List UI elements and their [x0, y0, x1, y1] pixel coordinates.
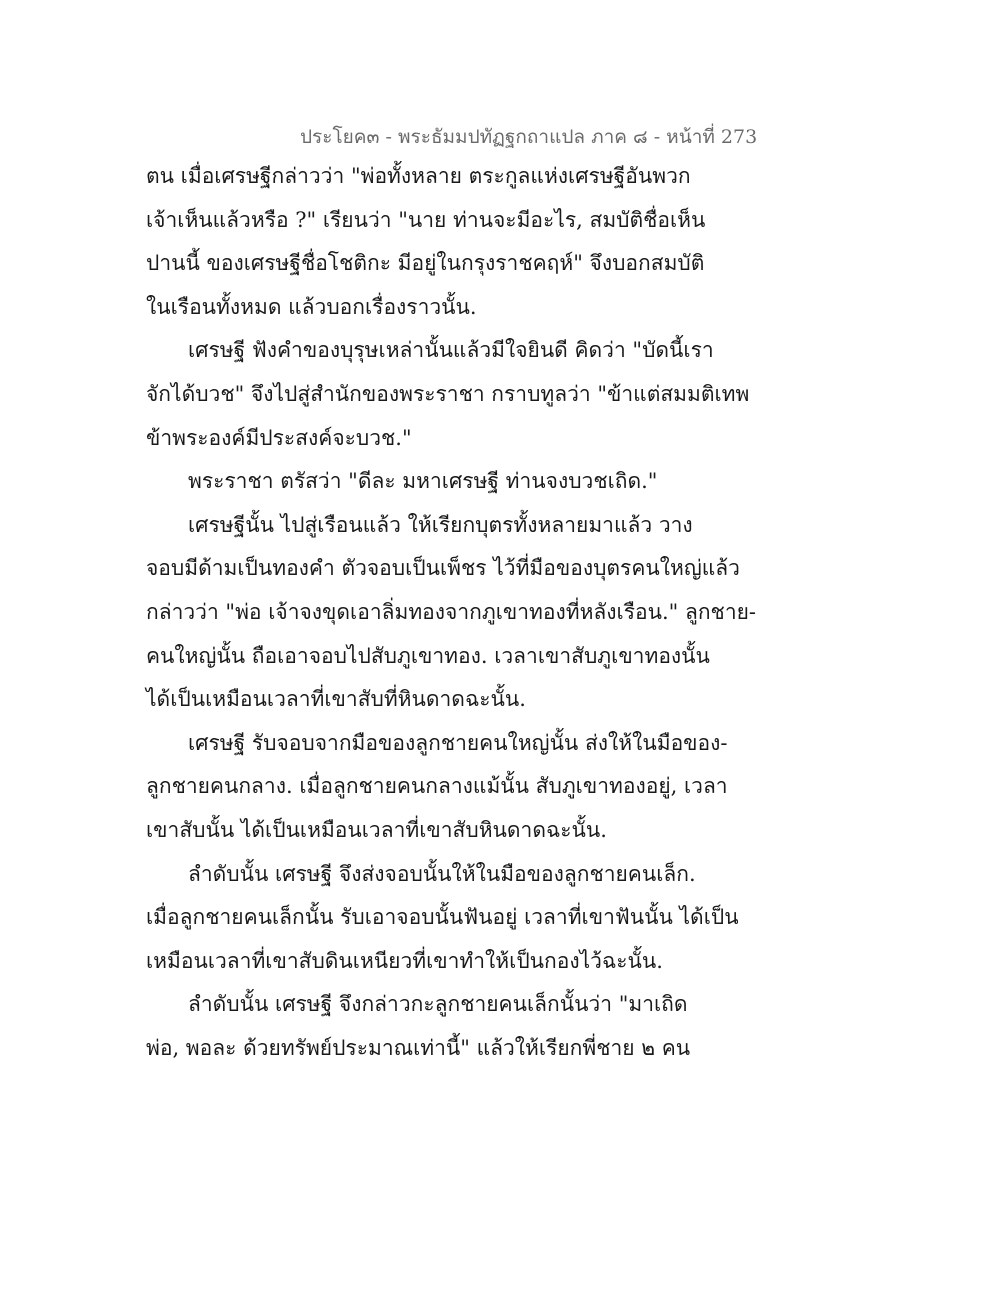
text-line: เขาสับนั้น ได้เป็นเหมือนเวลาที่เขาสับหินดาดฉะนั้น.: [146, 817, 607, 842]
paragraph-first-line: ลำดับนั้น เศรษฐี จึงกล่าวกะลูกชายคนเล็กนั้นว่า "มาเถิด: [188, 992, 688, 1017]
text-line: ได้เป็นเหมือนเวลาที่เขาสับที่หินดาดฉะนั้น.: [146, 687, 526, 712]
text-line: ตน เมื่อเศรษฐีกล่าวว่า "พ่อทั้งหลาย ตระกูลแห่งเศรษฐีอันพวก: [146, 164, 691, 188]
text-line: ข้าพระองค์มีประสงค์จะบวช.": [146, 425, 412, 450]
paragraph-first-line: เศรษฐี รับจอบจากมือของลูกชายคนใหญ่นั้น ส่งให้ในมือของ-: [188, 730, 728, 755]
paragraph-first-line: พระราชา ตรัสว่า "ดีละ มหาเศรษฐี ท่านจงบวชเถิด.": [188, 469, 658, 494]
body-text: [146, 158, 866, 1073]
text-line: ในเรือนทั้งหมด แล้วบอกเรื่องราวนั้น.: [146, 294, 477, 319]
paragraph-first-line: ลำดับนั้น เศรษฐี จึงส่งจอบนั้นให้ในมือของลูกชายคนเล็ก.: [188, 861, 696, 886]
text-line: จักได้บวช" จึงไปสู่สำนักของพระราชา กราบทูลว่า "ข้าแต่สมมติเทพ: [146, 381, 750, 406]
text-line: ปานนี้ ของเศรษฐีชื่อโชติกะ มีอยู่ในกรุงราชคฤห์" จึงบอกสมบัติ: [146, 251, 705, 276]
text-line: เหมือนเวลาที่เขาสับดินเหนียวที่เขาทำให้เป็นกองไว้ฉะนั้น.: [146, 948, 663, 973]
paragraph-first-line: เศรษฐี ฟังคำของบุรุษเหล่านั้นแล้วมีใจยินดี คิดว่า "บัดนี้เรา: [188, 338, 714, 363]
text-line: เจ้าเห็นแล้วหรือ ?" เรียนว่า "นาย ท่านจะมีอะไร, สมบัติชื่อเห็น: [146, 207, 706, 232]
text-line: ลูกชายคนกลาง. เมื่อลูกชายคนกลางแม้นั้น สับภูเขาทองอยู่, เวลา: [146, 774, 728, 799]
text-line: คนใหญ่นั้น ถือเอาจอบไปสับภูเขาทอง. เวลาเขาสับภูเขาทองนั้น: [146, 643, 710, 668]
text-line: พ่อ, พอละ ด้วยทรัพย์ประมาณเท่านี้" แล้วให้เรียกพี่ชาย ๒ คน: [146, 1035, 691, 1060]
page-header: ประโยค๓ - พระธัมมปทัฏฐกถาแปล ภาค ๘ - หน้าที่ 273: [300, 126, 758, 148]
paragraph-first-line: เศรษฐีนั้น ไปสู่เรือนแล้ว ให้เรียกบุตรทั้งหลายมาแล้ว วาง: [188, 512, 693, 537]
text-line: กล่าวว่า "พ่อ เจ้าจงขุดเอาลิ่มทองจากภูเขาทองที่หลังเรือน." ลูกชาย-: [146, 599, 757, 624]
text-line: เมื่อลูกชายคนเล็กนั้น รับเอาจอบนั้นฟันอยู่ เวลาที่เขาฟันนั้น ได้เป็น: [146, 905, 739, 930]
text-line: จอบมีด้ามเป็นทองคำ ตัวจอบเป็นเพ็ชร ไว้ที่มือของบุตรคนใหญ่แล้ว: [146, 556, 740, 581]
